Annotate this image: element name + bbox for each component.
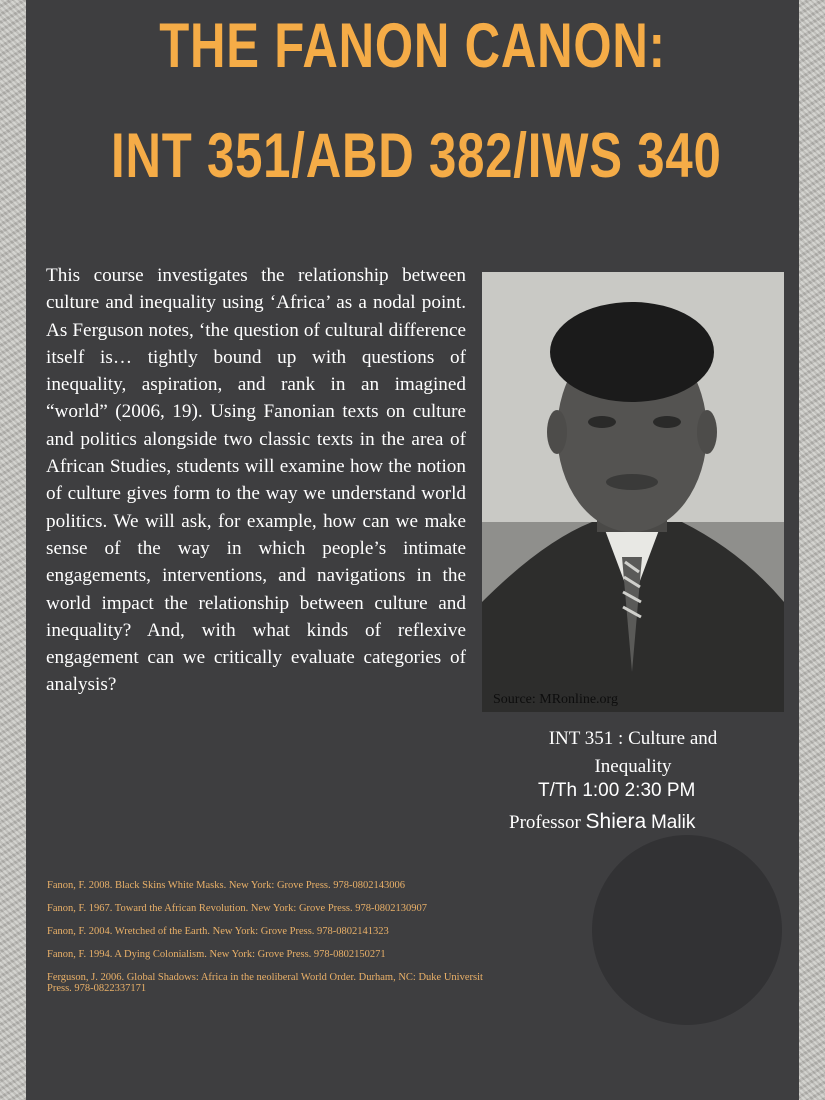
course-description: This course investigates the relationship between culture and inequality using ‘Africa’ as a nodal point. As Ferguson notes, ‘the question of cultural difference itself is… tightly bound up with questions of inequality, aspiration, and rank in an imagined “world” (2006, 19). Using Fanonian texts on culture and politics alongside two classic texts in the area of African Studies, students will examine how the notion of culture gives form to the way we understand world politics. We will ask, for example, how can we make sense of the way in which people’s intimate engagements, interventions, and navigations in the world impact the relationship between culture and inequality? And, with what kinds of reflexive engagement can we critically evaluate categories of analysis? xyxy=(46,265,466,696)
course-name-line2: Inequality xyxy=(594,756,672,777)
reference-item: Fanon, F. 1967. Toward the African Revolution. New York: Grove Press. 978-0802130907 xyxy=(47,903,427,914)
course-name-line1: INT 351 : Culture and xyxy=(548,728,718,749)
reference-item: Press. 978-0822337171 xyxy=(47,983,147,994)
reference-item: Ferguson, J. 2006. Global Shadows: Africa in the neoliberal World Order. Durham, NC: Duke Universit xyxy=(47,972,483,983)
course-times: T/Th 1:00 2:30 PM xyxy=(538,780,696,801)
professor-name xyxy=(509,810,695,834)
reference-item: Fanon, F. 1994. A Dying Colonialism. New York: Grove Press. 978-0802150271 xyxy=(47,949,386,960)
poster-panel xyxy=(26,0,799,1100)
poster-title-line1: THE FANON CANON: xyxy=(159,11,666,81)
poster-title-line2: INT 351/ABD 382/IWS 340 xyxy=(111,121,722,191)
photo-source-caption: Source: MRonline.org xyxy=(493,692,618,707)
reference-item: Fanon, F. 2008. Black Skins White Masks. New York: Grove Press. 978-0802143006 xyxy=(47,880,406,891)
portrait-illustration xyxy=(482,272,784,712)
portrait-photo xyxy=(482,272,784,712)
reference-item: Fanon, F. 2004. Wretched of the Earth. New York: Grove Press. 978-0802141323 xyxy=(47,926,389,937)
reference-list xyxy=(47,880,627,1006)
professor-first-name: Shiera xyxy=(585,810,647,833)
professor-last-name: Malik xyxy=(650,812,696,833)
professor-title: Professor xyxy=(509,812,581,833)
